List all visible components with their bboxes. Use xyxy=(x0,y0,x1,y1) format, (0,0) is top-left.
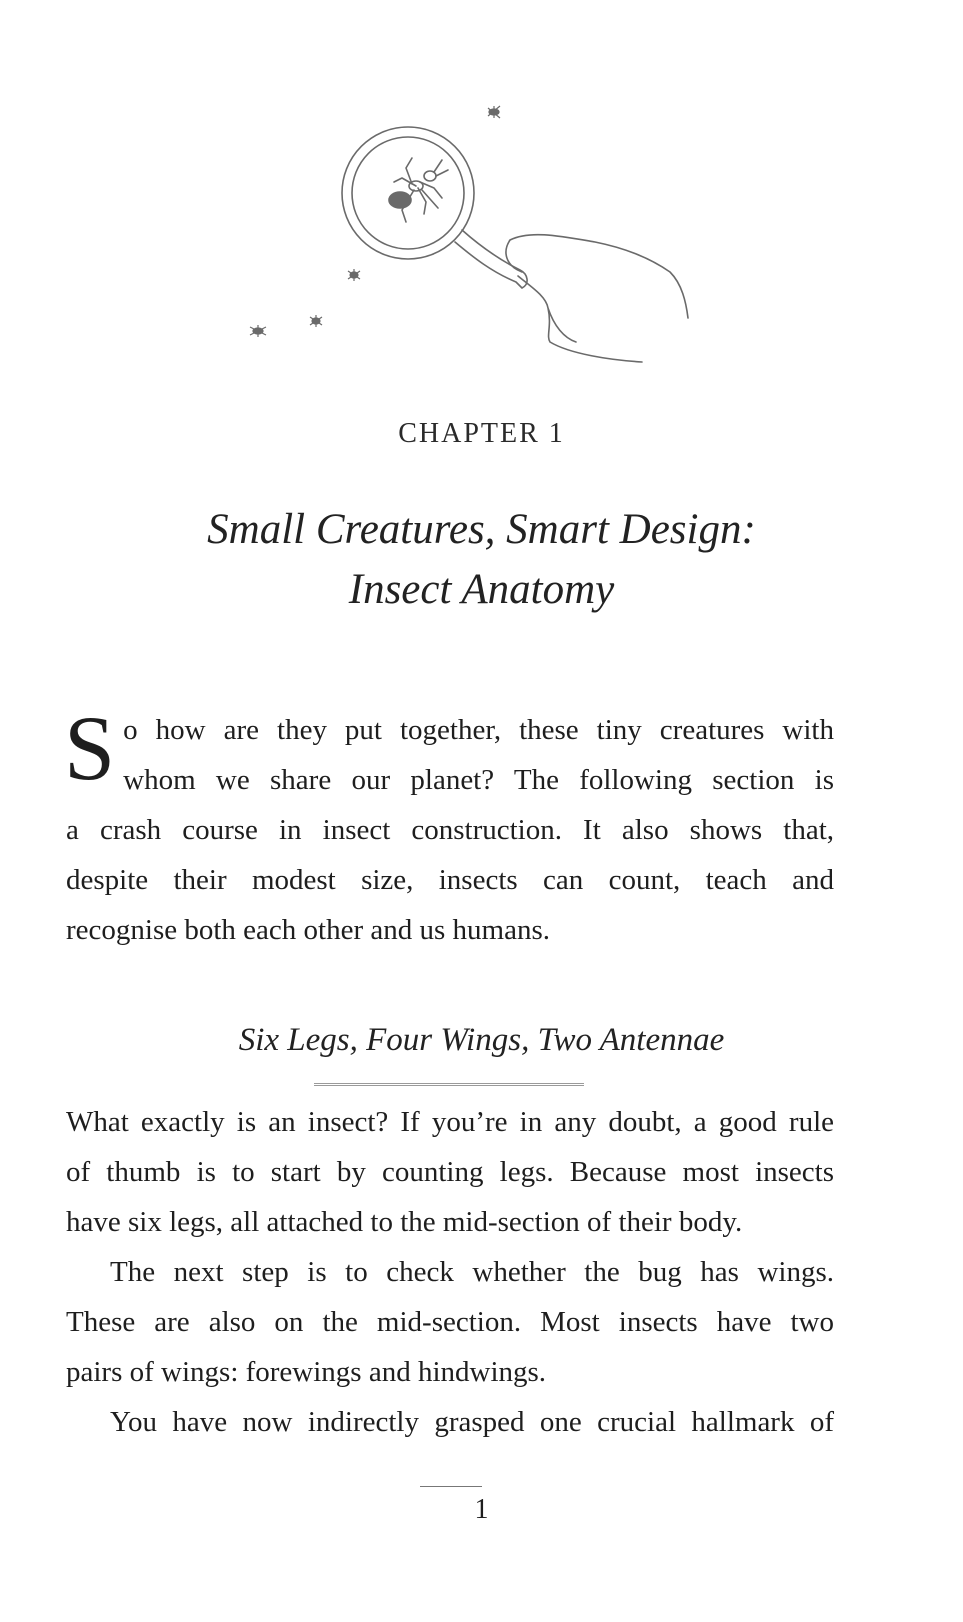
body-line: You have now indirectly grasped one crucial hallmark of xyxy=(110,1406,834,1438)
magnifier-lens-outer xyxy=(342,127,474,259)
page-number-rule xyxy=(420,1486,482,1487)
body-line: What exactly is an insect? If you’re in any doubt, a good rule xyxy=(66,1106,834,1138)
section-body xyxy=(66,1097,834,1447)
paragraph-2 xyxy=(66,1247,834,1397)
small-ant-middle xyxy=(348,269,360,281)
chapter-title xyxy=(0,500,963,620)
section-divider xyxy=(314,1083,584,1086)
hand-outline xyxy=(506,235,688,362)
magnifier-lens-inner xyxy=(352,137,464,249)
body-line: of thumb is to start by counting legs. Because most insects xyxy=(66,1156,834,1188)
page-number: 1 xyxy=(474,1494,489,1525)
paragraph-3 xyxy=(66,1397,834,1447)
body-line: The next step is to check whether the bug has wings. xyxy=(110,1256,834,1288)
intro-line: recognise both each other and us humans. xyxy=(66,914,550,946)
intro-line: a crash course in insect construction. It also shows that, xyxy=(66,814,834,846)
magnifying-glass-ant-illustration xyxy=(230,90,710,390)
body-line: These are also on the mid-section. Most insects have two xyxy=(66,1306,834,1338)
body-line: pairs of wings: forewings and hindwings. xyxy=(66,1356,547,1388)
intro-line: despite their modest size, insects can count, teach and xyxy=(66,864,834,896)
body-line: have six legs, all attached to the mid-section of their body. xyxy=(66,1206,743,1238)
chapter-title-line-2: Insect Anatomy xyxy=(348,566,615,613)
paragraph-1 xyxy=(66,1097,834,1247)
small-ant-lower xyxy=(310,315,322,327)
magnifier-handle xyxy=(455,230,527,288)
drop-cap: S xyxy=(64,697,116,799)
small-ants xyxy=(250,106,500,337)
chapter-title-line-1: Small Creatures, Smart Design: xyxy=(207,506,756,553)
intro-line: whom we share our planet? The following section is xyxy=(123,764,834,796)
small-ant-left xyxy=(250,325,266,337)
intro-line: o how are they put together, these tiny creatures with xyxy=(123,714,834,746)
chapter-label: CHAPTER 1 xyxy=(398,418,565,449)
small-ant-top-right xyxy=(488,106,500,118)
intro-paragraph xyxy=(64,697,834,955)
section-heading: Six Legs, Four Wings, Two Antennae xyxy=(238,1022,725,1058)
